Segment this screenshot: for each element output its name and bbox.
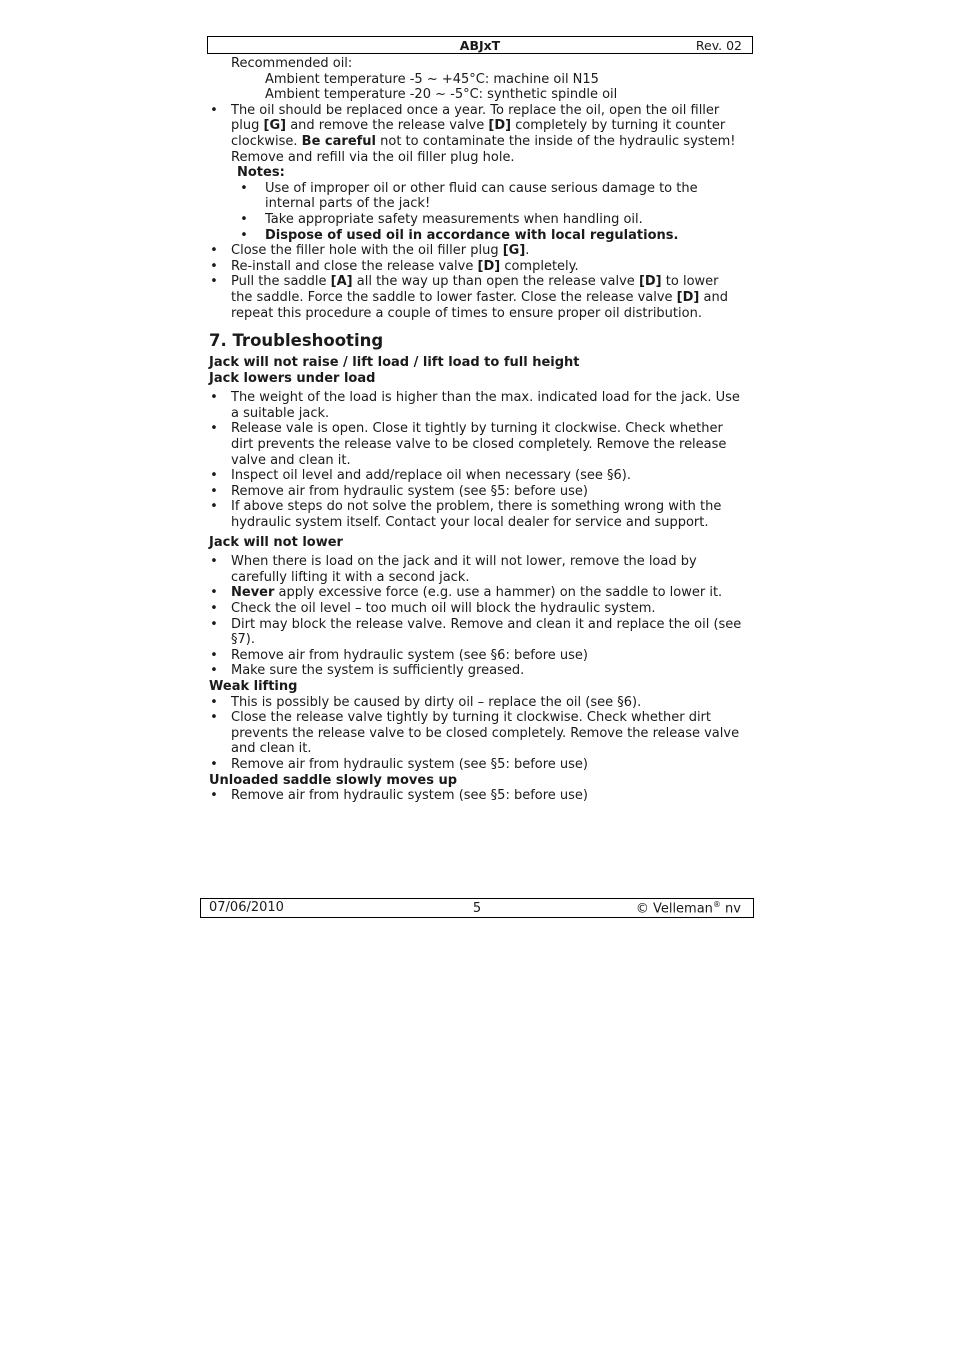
bullet-icon: •: [210, 616, 218, 632]
section-title: 7. Troubleshooting: [209, 331, 384, 351]
bullet-icon: •: [210, 756, 218, 772]
list-item: • Inspect oil level and add/replace oil when necessary (see §6).: [210, 468, 631, 484]
bullet-icon: •: [210, 710, 218, 726]
list-item: • Check the oil level – too much oil will block the hydraulic system.: [210, 601, 656, 616]
bullet-icon: •: [210, 694, 218, 710]
bullet-icon: •: [210, 258, 218, 274]
revision-label: Rev. 02: [695, 38, 742, 53]
notes-label: Notes:: [237, 165, 285, 181]
page-number: 5: [472, 901, 482, 916]
bullet-icon: •: [210, 647, 218, 663]
bullet-icon: •: [210, 483, 218, 499]
subsection-heading: Jack will not raise / lift load / lift load to full height: [209, 355, 580, 371]
list-item: • Re-install and close the release valve [D] completely.: [210, 258, 579, 274]
list-item: • Release vale is open. Close it tightly by turning it clockwise. Check whether dirt prevents the release valve to be closed completely. Remove the release valve and clean it.: [210, 421, 727, 468]
footer-date: 07/06/2010: [209, 900, 284, 915]
page-content: [209, 56, 744, 804]
page-header: [207, 36, 753, 54]
bullet-icon: •: [210, 585, 218, 601]
bullet-icon: •: [210, 468, 218, 484]
bullet-icon: •: [240, 211, 248, 227]
list-item: • Close the release valve tightly by turning it clockwise. Check whether dirt prevents the release valve to be closed completely. Remove the release valve and clean it.: [210, 710, 740, 757]
subsection-heading: Unloaded saddle slowly moves up: [209, 772, 458, 788]
recommended-oil-label: Recommended oil:: [231, 56, 353, 71]
list-item: • Remove air from hydraulic system (see §5: before use): [210, 756, 589, 772]
list-item: • Pull the saddle [A] all the way up than open the release valve [D] to lower the saddle. Force the saddle to lower faster. Close the release valve [D] and repeat this procedure a couple of times to ensure proper oil distribution.: [210, 274, 728, 321]
bullet-icon: •: [210, 102, 218, 118]
bullet-icon: •: [240, 227, 248, 243]
note-item: • Dispose of used oil in accordance with local regulations.: [240, 227, 679, 243]
list-item: • The oil should be replaced once a year. To replace the oil, open the oil filler plug [G] and remove the release valve [D] completely by turning it counter clockwise. Be careful not to contaminate the inside of the hydraulic system! Remove and refill via the oil filler plug hole.: [210, 102, 736, 165]
bullet-icon: •: [240, 180, 248, 196]
list-item: • Remove air from hydraulic system (see §6: before use): [210, 647, 589, 663]
list-item: • This is possibly be caused by dirty oil – replace the oil (see §6).: [210, 694, 642, 710]
list-item: • Make sure the system is sufficiently greased.: [210, 663, 525, 679]
bullet-icon: •: [210, 499, 218, 515]
list-item: • The weight of the load is higher than the max. indicated load for the jack. Use a suitable jack.: [210, 390, 740, 421]
subsection-heading: Weak lifting: [209, 678, 298, 694]
bullet-icon: •: [210, 274, 218, 290]
list-item: • Close the filler hole with the oil filler plug [G].: [210, 243, 530, 259]
list-item: • Remove air from hydraulic system (see §5: before use): [210, 483, 589, 499]
subsection-heading: Jack lowers under load: [209, 370, 376, 386]
subsection-heading: Jack will not lower: [209, 534, 343, 550]
bullet-icon: •: [210, 554, 218, 570]
bullet-icon: •: [210, 421, 218, 437]
list-item: • When there is load on the jack and it will not lower, remove the load by carefully lifting it with a second jack.: [210, 554, 697, 585]
page-footer: [200, 898, 754, 918]
note-item: • Use of improper oil or other fluid can cause serious damage to the internal parts of the jack!: [240, 180, 698, 212]
note-item: • Take appropriate safety measurements when handling oil.: [240, 211, 643, 227]
list-item: • Dirt may block the release valve. Remove and clean it and replace the oil (see §7).: [210, 616, 742, 648]
oil-spec-2: Ambient temperature -20 ~ -5°C: synthetic spindle oil: [265, 87, 618, 103]
copyright: © Velleman® nv: [635, 900, 741, 917]
bullet-icon: •: [210, 788, 218, 804]
bullet-icon: •: [210, 601, 218, 616]
document-title: ABJxT: [459, 38, 501, 53]
bullet-icon: •: [210, 243, 218, 259]
list-item: • Never apply excessive force (e.g. use a hammer) on the saddle to lower it.: [210, 585, 723, 601]
list-item: • Remove air from hydraulic system (see §5: before use): [210, 788, 589, 804]
bullet-icon: •: [210, 663, 218, 679]
bullet-icon: •: [210, 390, 218, 406]
list-item: • If above steps do not solve the problem, there is something wrong with the hydraulic system itself. Contact your local dealer for service and support.: [210, 499, 722, 531]
oil-spec-1: Ambient temperature -5 ~ +45°C: machine oil N15: [265, 71, 599, 87]
